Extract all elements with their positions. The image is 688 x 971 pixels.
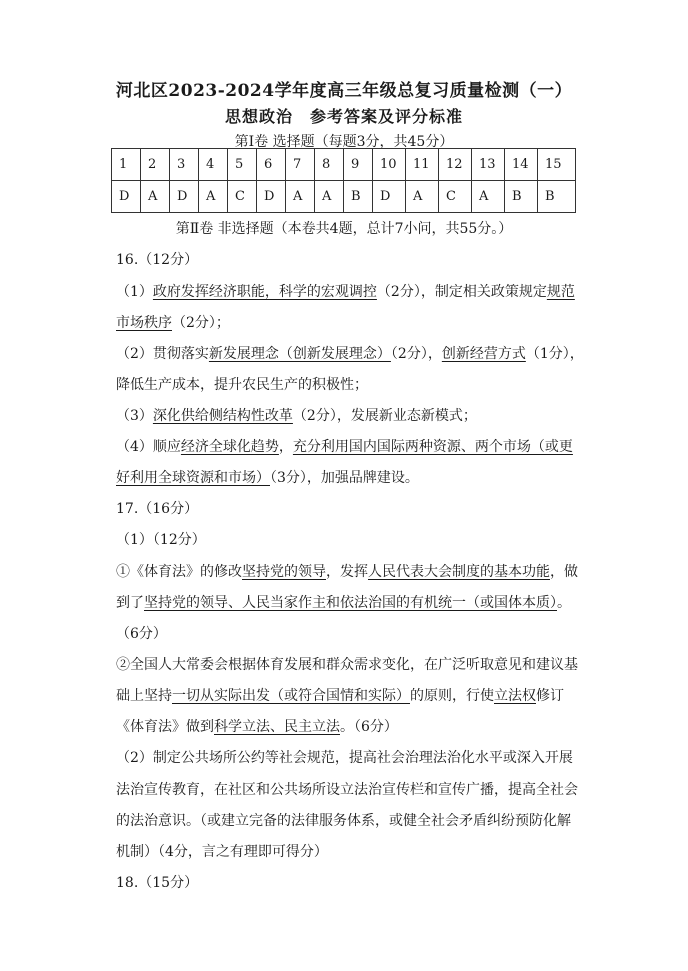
answer-text: ， xyxy=(278,439,293,455)
table-cell: 1 xyxy=(112,149,141,181)
q17-answer-line: （6分） xyxy=(116,626,167,642)
table-cell: A xyxy=(406,181,439,213)
table-cell: A xyxy=(199,181,228,213)
key-point: 新发展理念（创新发展理念） xyxy=(208,346,391,362)
table-cell: B xyxy=(505,181,538,213)
q16-answer-line xyxy=(116,313,230,333)
q17-answer-line xyxy=(116,717,398,737)
table-cell: A xyxy=(141,181,170,213)
table-cell: 3 xyxy=(170,149,199,181)
table-cell: C xyxy=(439,181,472,213)
answer-text: （3） xyxy=(116,408,153,424)
q17-answer-line: （2）制定公共场所公约等社会规范，提高社会治理法治化水平或深入开展 xyxy=(116,750,573,766)
table-cell: D xyxy=(373,181,406,213)
answer-text: （2分），制定相关政策规定 xyxy=(376,284,547,300)
q16-answer-line xyxy=(116,344,584,364)
answer-text: （2分），发展新业态新模式； xyxy=(292,408,477,424)
q17-answer-line xyxy=(116,562,578,582)
q17-sub1-heading: （1）（12分） xyxy=(116,532,206,548)
key-point: 立法权 xyxy=(494,688,536,704)
table-cell: A xyxy=(315,181,344,213)
table-cell: 4 xyxy=(199,149,228,181)
table-cell: 13 xyxy=(472,149,505,181)
answer-text: （3分），加强品牌建设。 xyxy=(270,470,419,486)
q17-answer-line xyxy=(116,593,571,613)
answer-text: （2）贯彻落实 xyxy=(116,346,209,362)
answer-text: 。 xyxy=(557,595,571,611)
q17-answer-line: 的法治意识。（或建立完备的法律服务体系，或健全社会矛盾纠纷预防化解 xyxy=(116,813,571,829)
table-cell: 5 xyxy=(228,149,257,181)
table-cell: D xyxy=(112,181,141,213)
key-point: 好利用全球资源和市场） xyxy=(116,470,270,486)
key-point: 市场秩序 xyxy=(116,315,172,331)
table-cell: 7 xyxy=(286,149,315,181)
answer-text: ，发挥 xyxy=(326,564,368,580)
answer-text: ，做 xyxy=(550,564,578,580)
table-cell: B xyxy=(344,181,373,213)
table-cell: A xyxy=(472,181,505,213)
answer-text: 修订 xyxy=(536,688,564,704)
key-point: 充分利用国内国际两种资源、两个市场（或更 xyxy=(292,439,573,455)
table-cell: 9 xyxy=(344,149,373,181)
table-cell: 8 xyxy=(315,149,344,181)
table-cell: 14 xyxy=(505,149,538,181)
key-point: 坚持党的领导、人民当家作主和依法治国的有机统一（或国体本质） xyxy=(144,595,557,611)
q17-answer-line: 法治宣传教育，在社区和公共场所设立法治宣传栏和宣传广播，提高全社会 xyxy=(116,782,578,798)
q18-heading: 18.（15分） xyxy=(116,875,199,891)
table-cell: D xyxy=(170,181,199,213)
q16-answer-line: 降低生产成本，提升农民生产的积极性； xyxy=(116,377,368,393)
answer-text: 。（6分） xyxy=(340,719,398,735)
answer-text: （2分）， xyxy=(390,346,442,362)
answer-text: 《体育法》做到 xyxy=(116,719,214,735)
document-title: 河北区2023-2024学年度高三年级总复习质量检测（一） xyxy=(115,81,573,101)
document-subtitle: 思想政治 参考答案及评分标准 xyxy=(224,107,463,126)
section-2-heading: 第Ⅱ卷 非选择题（本卷共4题，总计7小问，共55分。） xyxy=(175,221,513,237)
answer-text: 的原则，行使 xyxy=(410,688,494,704)
key-point: 规范 xyxy=(546,284,575,300)
key-point: 经济全球化趋势 xyxy=(180,439,279,455)
answer-text: （1） xyxy=(116,284,153,300)
key-point: 人民代表大会制度的基本功能 xyxy=(368,564,550,580)
key-point: 深化供给侧结构性改革 xyxy=(152,408,293,424)
answer-text: 础上坚持 xyxy=(116,688,172,704)
table-cell: 12 xyxy=(439,149,472,181)
table-cell: 10 xyxy=(373,149,406,181)
q17-answer-line: ②全国人大常委会根据体育发展和群众需求变化，在广泛听取意见和建议基 xyxy=(116,657,578,673)
answer-row xyxy=(112,181,576,213)
key-point: 科学立法、民主立法 xyxy=(214,719,340,735)
q16-answer-line xyxy=(116,282,575,302)
q17-heading: 17.（16分） xyxy=(116,501,199,517)
key-point: 创新经营方式 xyxy=(441,346,526,362)
q16-heading: 16.（12分） xyxy=(116,252,199,268)
q16-answer-line xyxy=(116,468,419,488)
key-point: 政府发挥经济职能，科学的宏观调控 xyxy=(152,284,377,300)
answer-text: （4）顺应 xyxy=(116,439,181,455)
q17-answer-line xyxy=(116,686,564,706)
q17-answer-line: 机制）（4分，言之有理即可得分） xyxy=(116,844,328,860)
table-cell: 6 xyxy=(257,149,286,181)
answer-text: ①《体育法》的修改 xyxy=(116,564,242,580)
table-cell: 15 xyxy=(538,149,576,181)
key-point: 一切从实际出发（或符合国情和实际） xyxy=(172,688,410,704)
answer-text: （1分）， xyxy=(525,346,584,362)
table-cell: B xyxy=(538,181,576,213)
question-number-row xyxy=(112,149,576,181)
table-cell: 2 xyxy=(141,149,170,181)
table-cell: D xyxy=(257,181,286,213)
answer-text: 到了 xyxy=(116,595,144,611)
table-cell: C xyxy=(228,181,257,213)
q16-answer-line xyxy=(116,406,477,426)
q16-answer-line xyxy=(116,437,573,457)
answer-text: （2分）； xyxy=(172,315,230,331)
section-1-heading: 第Ⅰ卷 选择题（每题3分，共45分） xyxy=(234,134,454,150)
answer-table xyxy=(111,148,576,213)
table-cell: 11 xyxy=(406,149,439,181)
table-cell: A xyxy=(286,181,315,213)
key-point: 坚持党的领导 xyxy=(242,564,326,580)
